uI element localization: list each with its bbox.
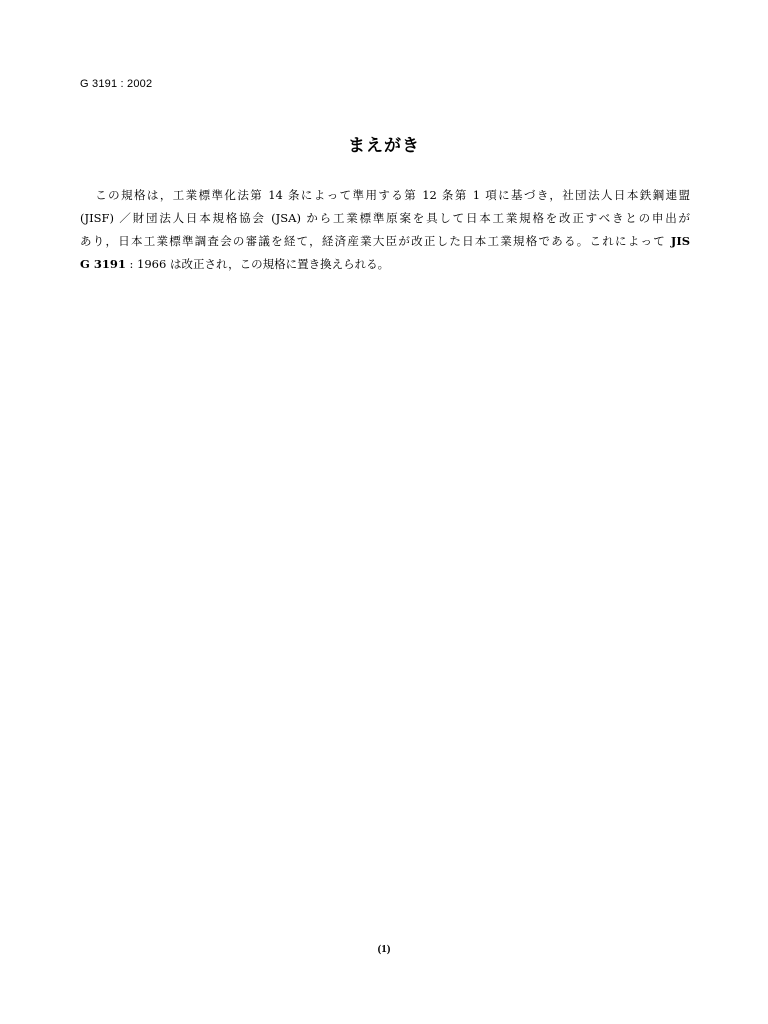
paragraph-line-3 bbox=[80, 230, 690, 253]
foreword-paragraph bbox=[80, 184, 690, 276]
paragraph-line-1 bbox=[80, 184, 690, 207]
standard-number: G 3191 bbox=[80, 257, 126, 271]
paragraph-line-1-text: この規格は，工業標準化法第 14 条によって準用する第 12 条第 1 項に基づき，社団法人日本鉄鋼連盟 bbox=[95, 188, 691, 202]
paragraph-line-3-text: あり，日本工業標準調査会の審議を経て，経済産業大臣が改正した日本工業規格である。これによって bbox=[80, 234, 666, 248]
page-title: まえがき bbox=[348, 136, 420, 156]
document-code: G 3191 : 2002 bbox=[80, 78, 153, 90]
paragraph-line-4 bbox=[80, 253, 690, 276]
page-number: (1) bbox=[377, 943, 391, 955]
jis-standard-prefix: JIS bbox=[670, 234, 691, 248]
paragraph-line-4-text: : 1966 は改正され，この規格に置き換えられる。 bbox=[125, 257, 390, 271]
paragraph-line-2: (JISF) ／財団法人日本規格協会 (JSA) から工業標準原案を具して日本工業規格を改正すべきとの申出が bbox=[80, 211, 690, 225]
